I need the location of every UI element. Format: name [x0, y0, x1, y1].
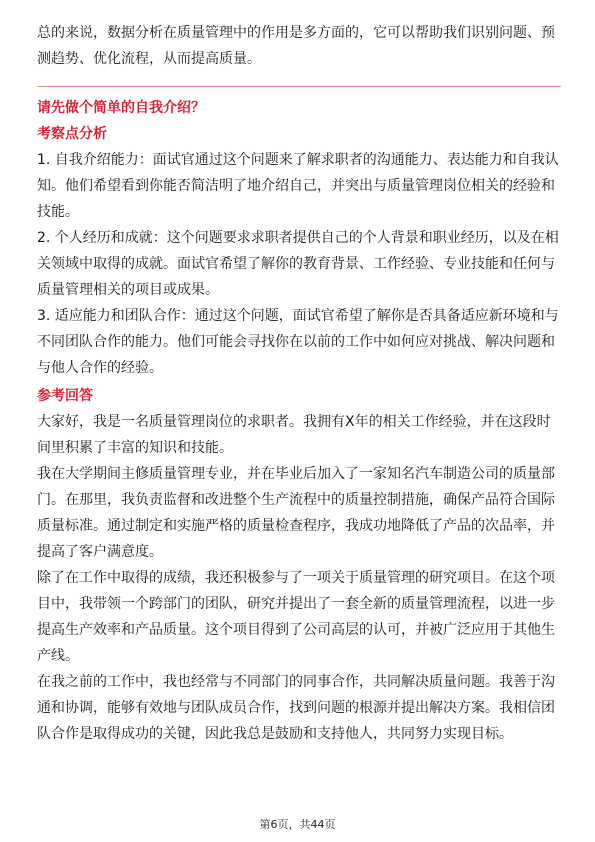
analysis-item: 2. 个人经历和成就：这个问题要求求职者提供自己的个人背景和职业经历，以及在相关领域中取得的成就。面试官希望了解你的教育背景、工作经验、专业技能和任何与质量管理相关的项目或成果。: [37, 230, 559, 298]
page-content: [37, 20, 561, 747]
answer-paragraph: 我在大学期间主修质量管理专业，并在毕业后加入了一家知名汽车制造公司的质量部门。在那里，我负责监督和改进整个生产流程中的质量控制措施，确保产品符合国际质量标准。通过制定和实施严格的质量检查程序，我成功地降低了产品的次品率，并提高了客户满意度。: [37, 466, 555, 560]
analysis-title: 考察点分析: [37, 126, 107, 142]
analysis-item: 1. 自我介绍能力：面试官通过这个问题来了解求职者的沟通能力、表达能力和自我认知。他们希望看到你能否简洁明了地介绍自己，并突出与质量管理岗位相关的经验和技能。: [37, 152, 559, 220]
section-divider: [37, 86, 561, 87]
answer-paragraph: 除了在工作中取得的成绩，我还积极参与了一项关于质量管理的研究项目。在这个项目中，我带领一个跨部门的团队，研究并提出了一套全新的质量管理流程，以进一步提高生产效率和产品质量。这个项目得到了公司高层的认可，并被广泛应用于其他生产线。: [37, 570, 555, 664]
answer-title: 参考回答: [37, 388, 93, 404]
analysis-item: 3. 适应能力和团队合作：通过这个问题，面试官希望了解你是否具备适应新环境和与不同团队合作的能力。他们可能会寻找你在以前的工作中如何应对挑战、解决问题和与他人合作的经验。: [37, 308, 559, 376]
intro-paragraph: 总的来说，数据分析在质量管理中的作用是多方面的，它可以帮助我们识别问题、预测趋势、优化流程，从而提高质量。: [37, 25, 555, 67]
question-heading: 请先做个简单的自我介绍？: [37, 100, 205, 116]
answer-paragraph: 大家好，我是一名质量管理岗位的求职者。我拥有X年的相关工作经验，并在这段时间里积累了丰富的知识和技能。: [37, 414, 551, 456]
answer-paragraph: 在我之前的工作中，我也经常与不同部门的同事合作，共同解决质量问题。我善于沟通和协调，能够有效地与团队成员合作，找到问题的根源并提出解决方案。我相信团队合作是取得成功的关键，因此我总是鼓励和支持他人，共同努力实现目标。: [37, 674, 555, 742]
page-number: 第6页，共44页: [259, 818, 336, 831]
